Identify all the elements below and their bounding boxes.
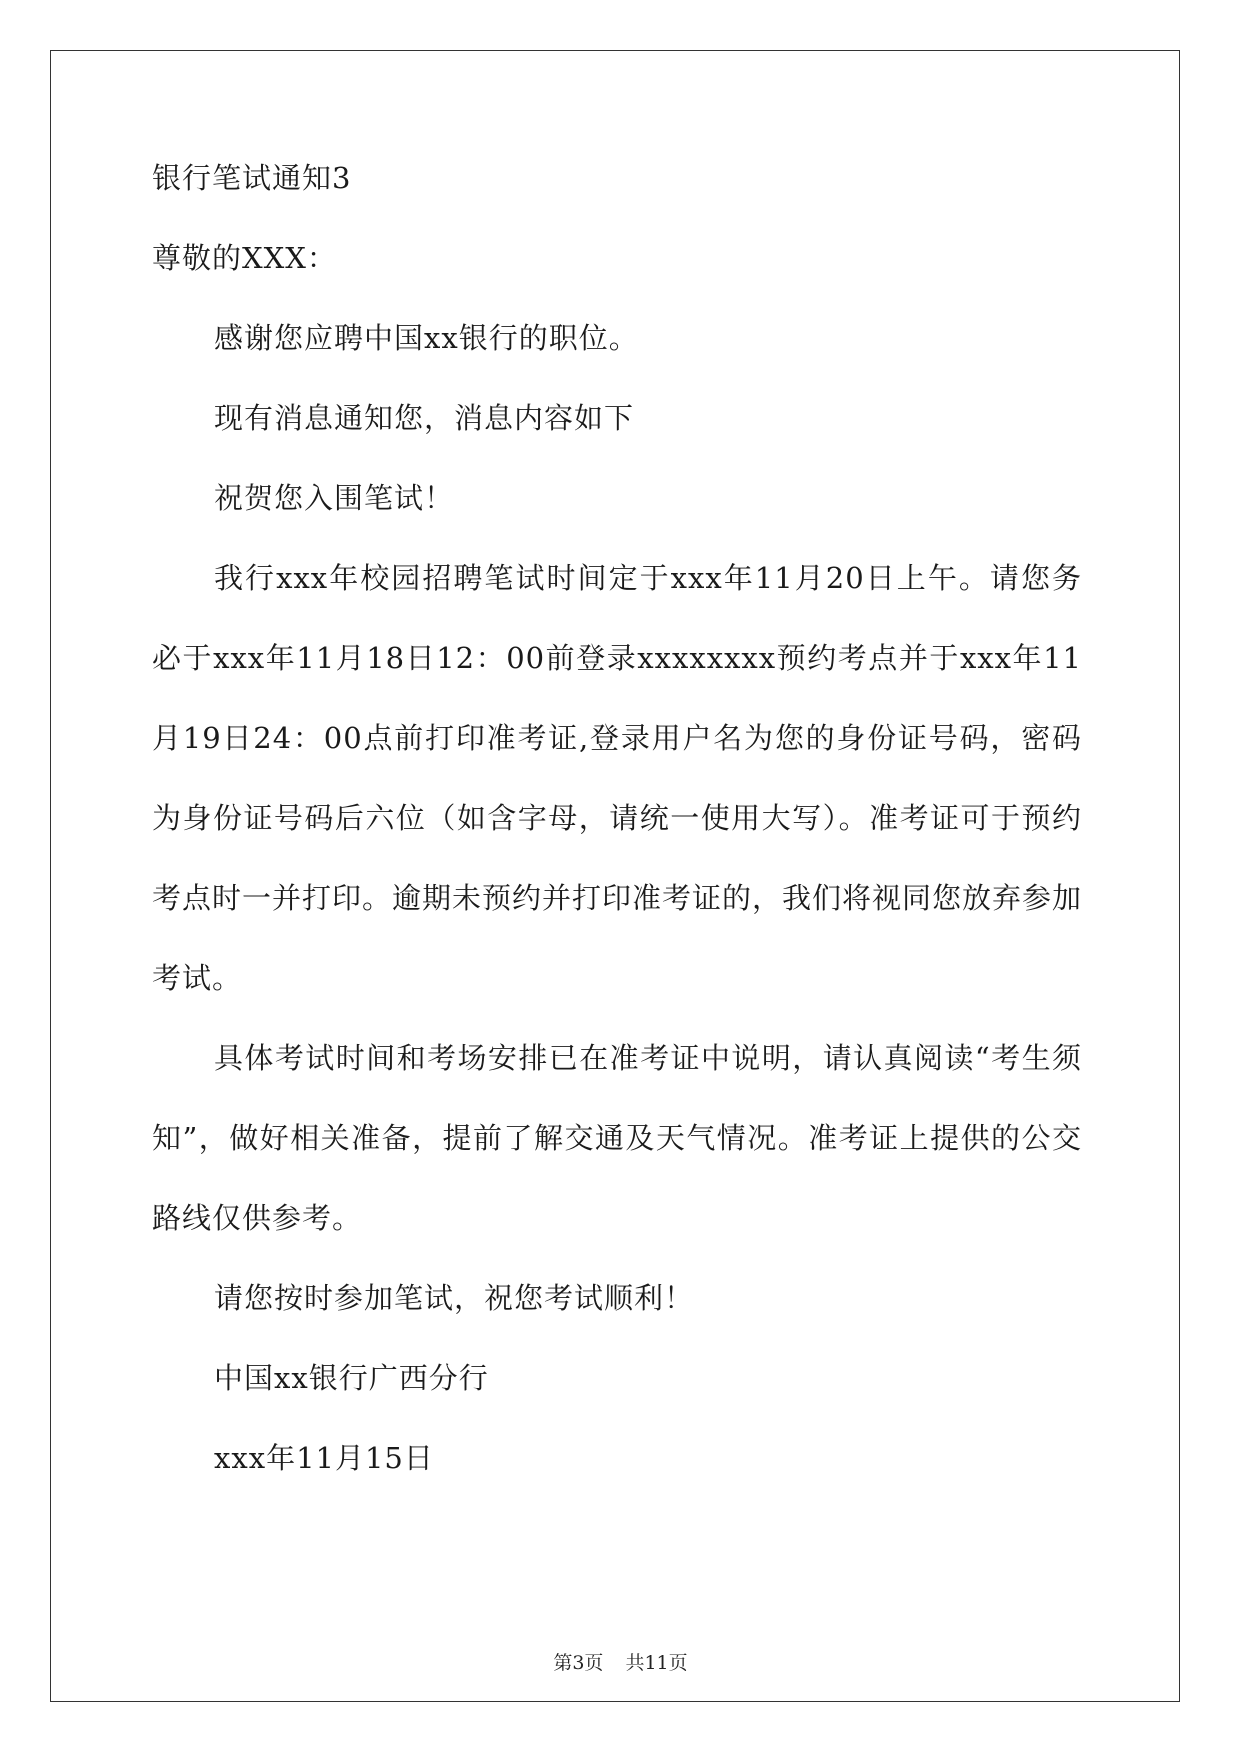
date: xxx年11月15日 (214, 1441, 434, 1475)
paragraph-thanks: 感谢您应聘中国xx银行的职位。 (214, 321, 639, 355)
page-total: 共11页 (625, 1652, 688, 1674)
page-footer (0, 1648, 1241, 1675)
document-title: 银行笔试通知3 (152, 161, 352, 195)
document-body (152, 158, 1082, 1518)
salutation: 尊敬的XXX： (152, 241, 337, 275)
paragraph-exam-schedule: 我行xxx年校园招聘笔试时间定于xxx年11月20日上午。请您务必于xxx年11月18日12：00前登录xxxxxxxx预约考点并于xxx年11月19日24：00点前打印准考证,登录用户名为您的身份证号码，密码为身份证号码后六位（如含字母，请统一使用大写）。准考证可于预约考点时一并打印。逾期未预约并打印准考证的，我们将视同您放弃参加考试。 (152, 561, 1083, 995)
paragraph-notice: 现有消息通知您，消息内容如下 (214, 401, 635, 435)
paragraph-wishes: 请您按时参加笔试，祝您考试顺利！ (214, 1281, 695, 1315)
paragraph-congrats: 祝贺您入围笔试！ (214, 481, 455, 515)
paragraph-exam-details: 具体考试时间和考场安排已在准考证中说明，请认真阅读“考生须知”，做好相关准备，提前了解交通及天气情况。准考证上提供的公交路线仅供参考。 (152, 1041, 1082, 1235)
signature: 中国xx银行广西分行 (214, 1361, 489, 1395)
page-number: 第3页 (553, 1652, 604, 1674)
